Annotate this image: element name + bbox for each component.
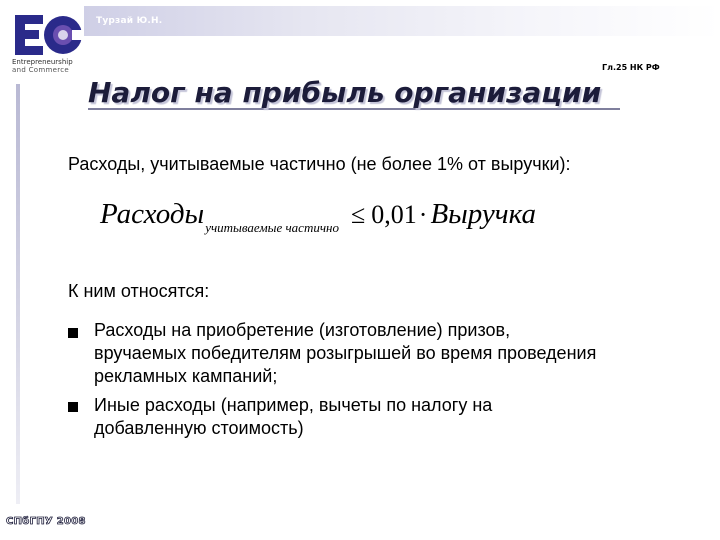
list-item-line: Иные расходы (например, вычеты по налогу на <box>94 395 493 415</box>
formula <box>100 198 536 248</box>
footer-label: СПбГПУ 2008 <box>6 516 86 527</box>
list-item-line: рекламных кампаний; <box>94 366 278 386</box>
list-item-line: вручаемых победителям розыгрышей во время проведения <box>94 343 597 363</box>
logo-caption-line1: Entrepreneurship <box>12 58 73 66</box>
square-bullet-icon <box>68 328 78 338</box>
intro-text: Расходы, учитываемые частично (не более 1% от выручки): <box>68 154 571 174</box>
logo-caption-line2: and Commerce <box>12 66 69 74</box>
formula-lhs: Расходы <box>100 198 205 230</box>
formula-coefficient: 0,01 <box>371 200 417 229</box>
formula-rhs: Выручка <box>430 198 536 230</box>
author-name: Турзай Ю.Н. <box>96 16 163 26</box>
list-lead: К ним относятся: <box>68 281 210 301</box>
square-bullet-icon <box>68 402 78 412</box>
list-item-line: добавленную стоимость) <box>94 418 304 438</box>
header-band <box>84 6 720 36</box>
list-item <box>94 394 694 440</box>
list-item <box>94 319 694 388</box>
list-item-line: Расходы на приобретение (изготовление) призов, <box>94 320 511 340</box>
formula-multiply: · <box>418 200 428 229</box>
formula-subscript: учитываемые частично <box>205 220 339 235</box>
law-reference: Гл.25 НК РФ <box>602 63 660 72</box>
left-rail <box>16 84 20 504</box>
slide-title: Налог на прибыль организации <box>88 76 602 109</box>
formula-operator: ≤ <box>350 200 366 229</box>
